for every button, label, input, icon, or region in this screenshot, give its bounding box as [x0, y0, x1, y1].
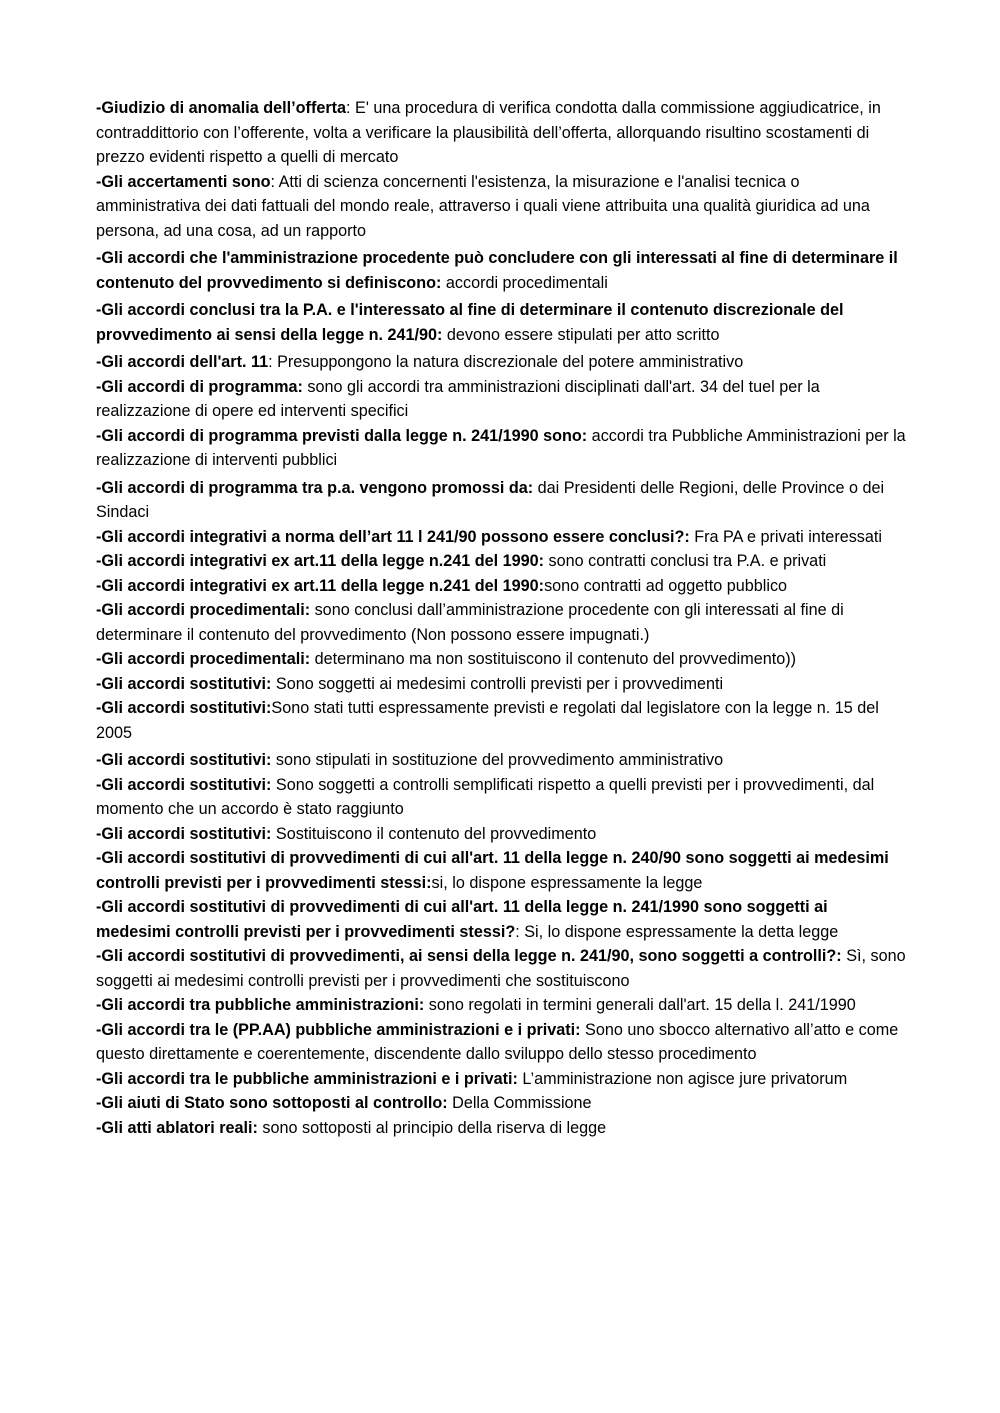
entry-question: -Gli aiuti di Stato sono sottoposti al controllo:	[96, 1094, 448, 1112]
entry-question: -Gli accordi sostitutivi:	[96, 751, 272, 769]
entry	[96, 773, 906, 822]
entry	[96, 696, 906, 745]
entry	[96, 822, 906, 847]
entry-question: -Gli accordi sostitutivi:	[96, 824, 272, 843]
entry-answer: sono contratti conclusi tra P.A. e privati	[544, 552, 827, 570]
entry-question: -Gli accordi tra le (PP.AA) pubbliche amministrazioni e i privati:	[96, 1020, 581, 1039]
entry-answer: Sono stati tutti espressamente previsti e regolati dal legislatore con la legge n. 15 del 2005	[96, 699, 879, 742]
entry	[96, 298, 906, 347]
entry-question: -Gli accordi procedimentali:	[96, 650, 311, 668]
entry-answer: si, lo dispone espressamente la legge	[431, 873, 703, 892]
document-page	[96, 96, 906, 1140]
entry	[96, 96, 906, 170]
entry	[96, 1018, 906, 1067]
entry	[96, 944, 906, 993]
entry-answer: devono essere stipulati per atto scritto	[442, 325, 720, 344]
entry	[96, 748, 906, 773]
entry-question: -Gli accordi integrativi ex art.11 della legge n.241 del 1990:	[96, 576, 545, 595]
entry-question: -Gli accordi integrativi a norma dell’art 11 l 241/90 possono essere conclusi?:	[96, 527, 690, 546]
entry-question: -Giudizio di anomalia dell’offerta	[96, 99, 347, 117]
entry-question: -Gli accertamenti sono	[96, 172, 271, 191]
entry	[96, 476, 906, 525]
entry	[96, 350, 906, 375]
entry-answer: Fra PA e privati interessati	[689, 527, 882, 546]
entry	[96, 246, 906, 295]
entry-question: -Gli accordi sostitutivi:	[96, 699, 272, 717]
entry	[96, 424, 906, 473]
entry-question: -Gli atti ablatori reali:	[96, 1118, 258, 1137]
entry-answer: : E' una procedura di verifica condotta dalla commissione aggiudicatrice, in contraddittorio con l’offerente, volta a verificare la plausibilità dell’offerta, allorquando risultino scostamenti di prezzo evidenti rispetto a quelli di mercato	[96, 99, 881, 166]
entry-answer: L’amministrazione non agisce jure privatorum	[517, 1069, 848, 1088]
entry-question: -Gli accordi sostitutivi:	[96, 674, 272, 693]
entry-question: -Gli accordi procedimentali:	[96, 601, 311, 619]
entry	[96, 895, 906, 944]
entry-question: -Gli accordi integrativi ex art.11 della legge n.241 del 1990:	[96, 552, 545, 570]
entry	[96, 1067, 906, 1092]
entry-answer: sono sottoposti al principio della riserva di legge	[257, 1118, 607, 1137]
entry-answer: : Si, lo dispone espressamente la detta legge	[515, 922, 839, 941]
entry	[96, 598, 906, 647]
entry-answer: : Atti di scienza concernenti l'esistenza, la misurazione e l'analisi tecnica o amministrativa dei dati fattuali del mondo reale, attraverso i quali viene attribuita una qualità giuridica ad una persona, ad una cosa, ad un rapporto	[96, 172, 870, 240]
entry-answer: dai Presidenti delle Regioni, delle Province o dei Sindaci	[96, 478, 885, 521]
entry-question: -Gli accordi sostitutivi di provvedimenti, ai sensi della legge n. 241/90, sono soggetti a controlli?:	[96, 947, 842, 965]
entry-answer: Sono soggetti a controlli semplificati rispetto a quelli previsti per i provvedimenti, dal momento che un accordo è stato raggiunto	[96, 775, 875, 818]
entry-question: -Gli accordi tra pubbliche amministrazioni:	[96, 996, 425, 1014]
entry-question: -Gli accordi sostitutivi:	[96, 775, 272, 794]
entry-question: -Gli accordi di programma:	[96, 377, 303, 396]
entry-question: -Gli accordi sostitutivi di provvedimenti di cui all'art. 11 della legge n. 240/90 sono soggetti ai medesimi controlli previsti per i provvedimenti stessi:	[96, 849, 889, 892]
entry-answer: sono gli accordi tra amministrazioni disciplinati dall'art. 34 del tuel per la realizzazione di opere ed interventi specifici	[96, 377, 820, 420]
entry	[96, 672, 906, 697]
entry	[96, 846, 906, 895]
entry-answer: sono contratti ad oggetto pubblico	[544, 576, 788, 595]
entry-answer: : Presuppongono la natura discrezionale del potere amministrativo	[268, 353, 744, 371]
entry-question: -Gli accordi di programma tra p.a. vengono promossi da:	[96, 478, 534, 497]
entry-answer: Sono soggetti ai medesimi controlli previsti per i provvedimenti	[271, 674, 724, 693]
entry	[96, 549, 906, 574]
entry-answer: Della Commissione	[447, 1094, 592, 1112]
entry-question: -Gli accordi di programma previsti dalla legge n. 241/1990 sono:	[96, 426, 588, 445]
entry-answer: sono stipulati in sostituzione del provvedimento amministrativo	[271, 751, 724, 769]
entry	[96, 574, 906, 599]
entry-answer: determinano ma non sostituiscono il contenuto del provvedimento))	[310, 650, 796, 668]
entry	[96, 375, 906, 424]
entry-question: -Gli accordi tra le pubbliche amministrazioni e i privati:	[96, 1069, 518, 1088]
entry-question: -Gli accordi dell'art. 11	[96, 353, 269, 371]
entry	[96, 993, 906, 1018]
entry-answer: Sì, sono soggetti ai medesimi controlli previsti per i provvedimenti che sostituiscono	[96, 947, 906, 990]
entry-answer: sono regolati in termini generali dall'art. 15 della l. 241/1990	[424, 996, 856, 1014]
entry-answer: sono conclusi dall’amministrazione procedente con gli interessati al fine di determinare il contenuto del provvedimento (Non possono essere impugnati.)	[96, 601, 844, 644]
entry-question: -Gli accordi sostitutivi di provvedimenti di cui all'art. 11 della legge n. 241/1990 sono soggetti ai medesimi controlli previsti per i provvedimenti stessi?	[96, 898, 828, 941]
entry	[96, 170, 906, 244]
entry-answer: Sono uno sbocco alternativo all’atto e come questo direttamente e coerentemente, discendente dallo sviluppo dello stesso procedimento	[96, 1020, 899, 1063]
entry-answer: Sostituiscono il contenuto del provvedimento	[271, 824, 597, 843]
entry-answer: accordi tra Pubbliche Amministrazioni per la realizzazione di interventi pubblici	[96, 426, 906, 469]
entry-question: -Gli accordi che l'amministrazione procedente può concludere con gli interessati al fine di determinare il contenuto del provvedimento si definiscono:	[96, 249, 898, 292]
entry-answer: accordi procedimentali	[441, 273, 608, 292]
entry	[96, 525, 906, 550]
entry	[96, 1091, 906, 1116]
entry	[96, 647, 906, 672]
entry-question: -Gli accordi conclusi tra la P.A. e l'interessato al fine di determinare il contenuto discrezionale del provvedimento ai sensi della legge n. 241/90:	[96, 301, 844, 344]
entry	[96, 1116, 906, 1141]
